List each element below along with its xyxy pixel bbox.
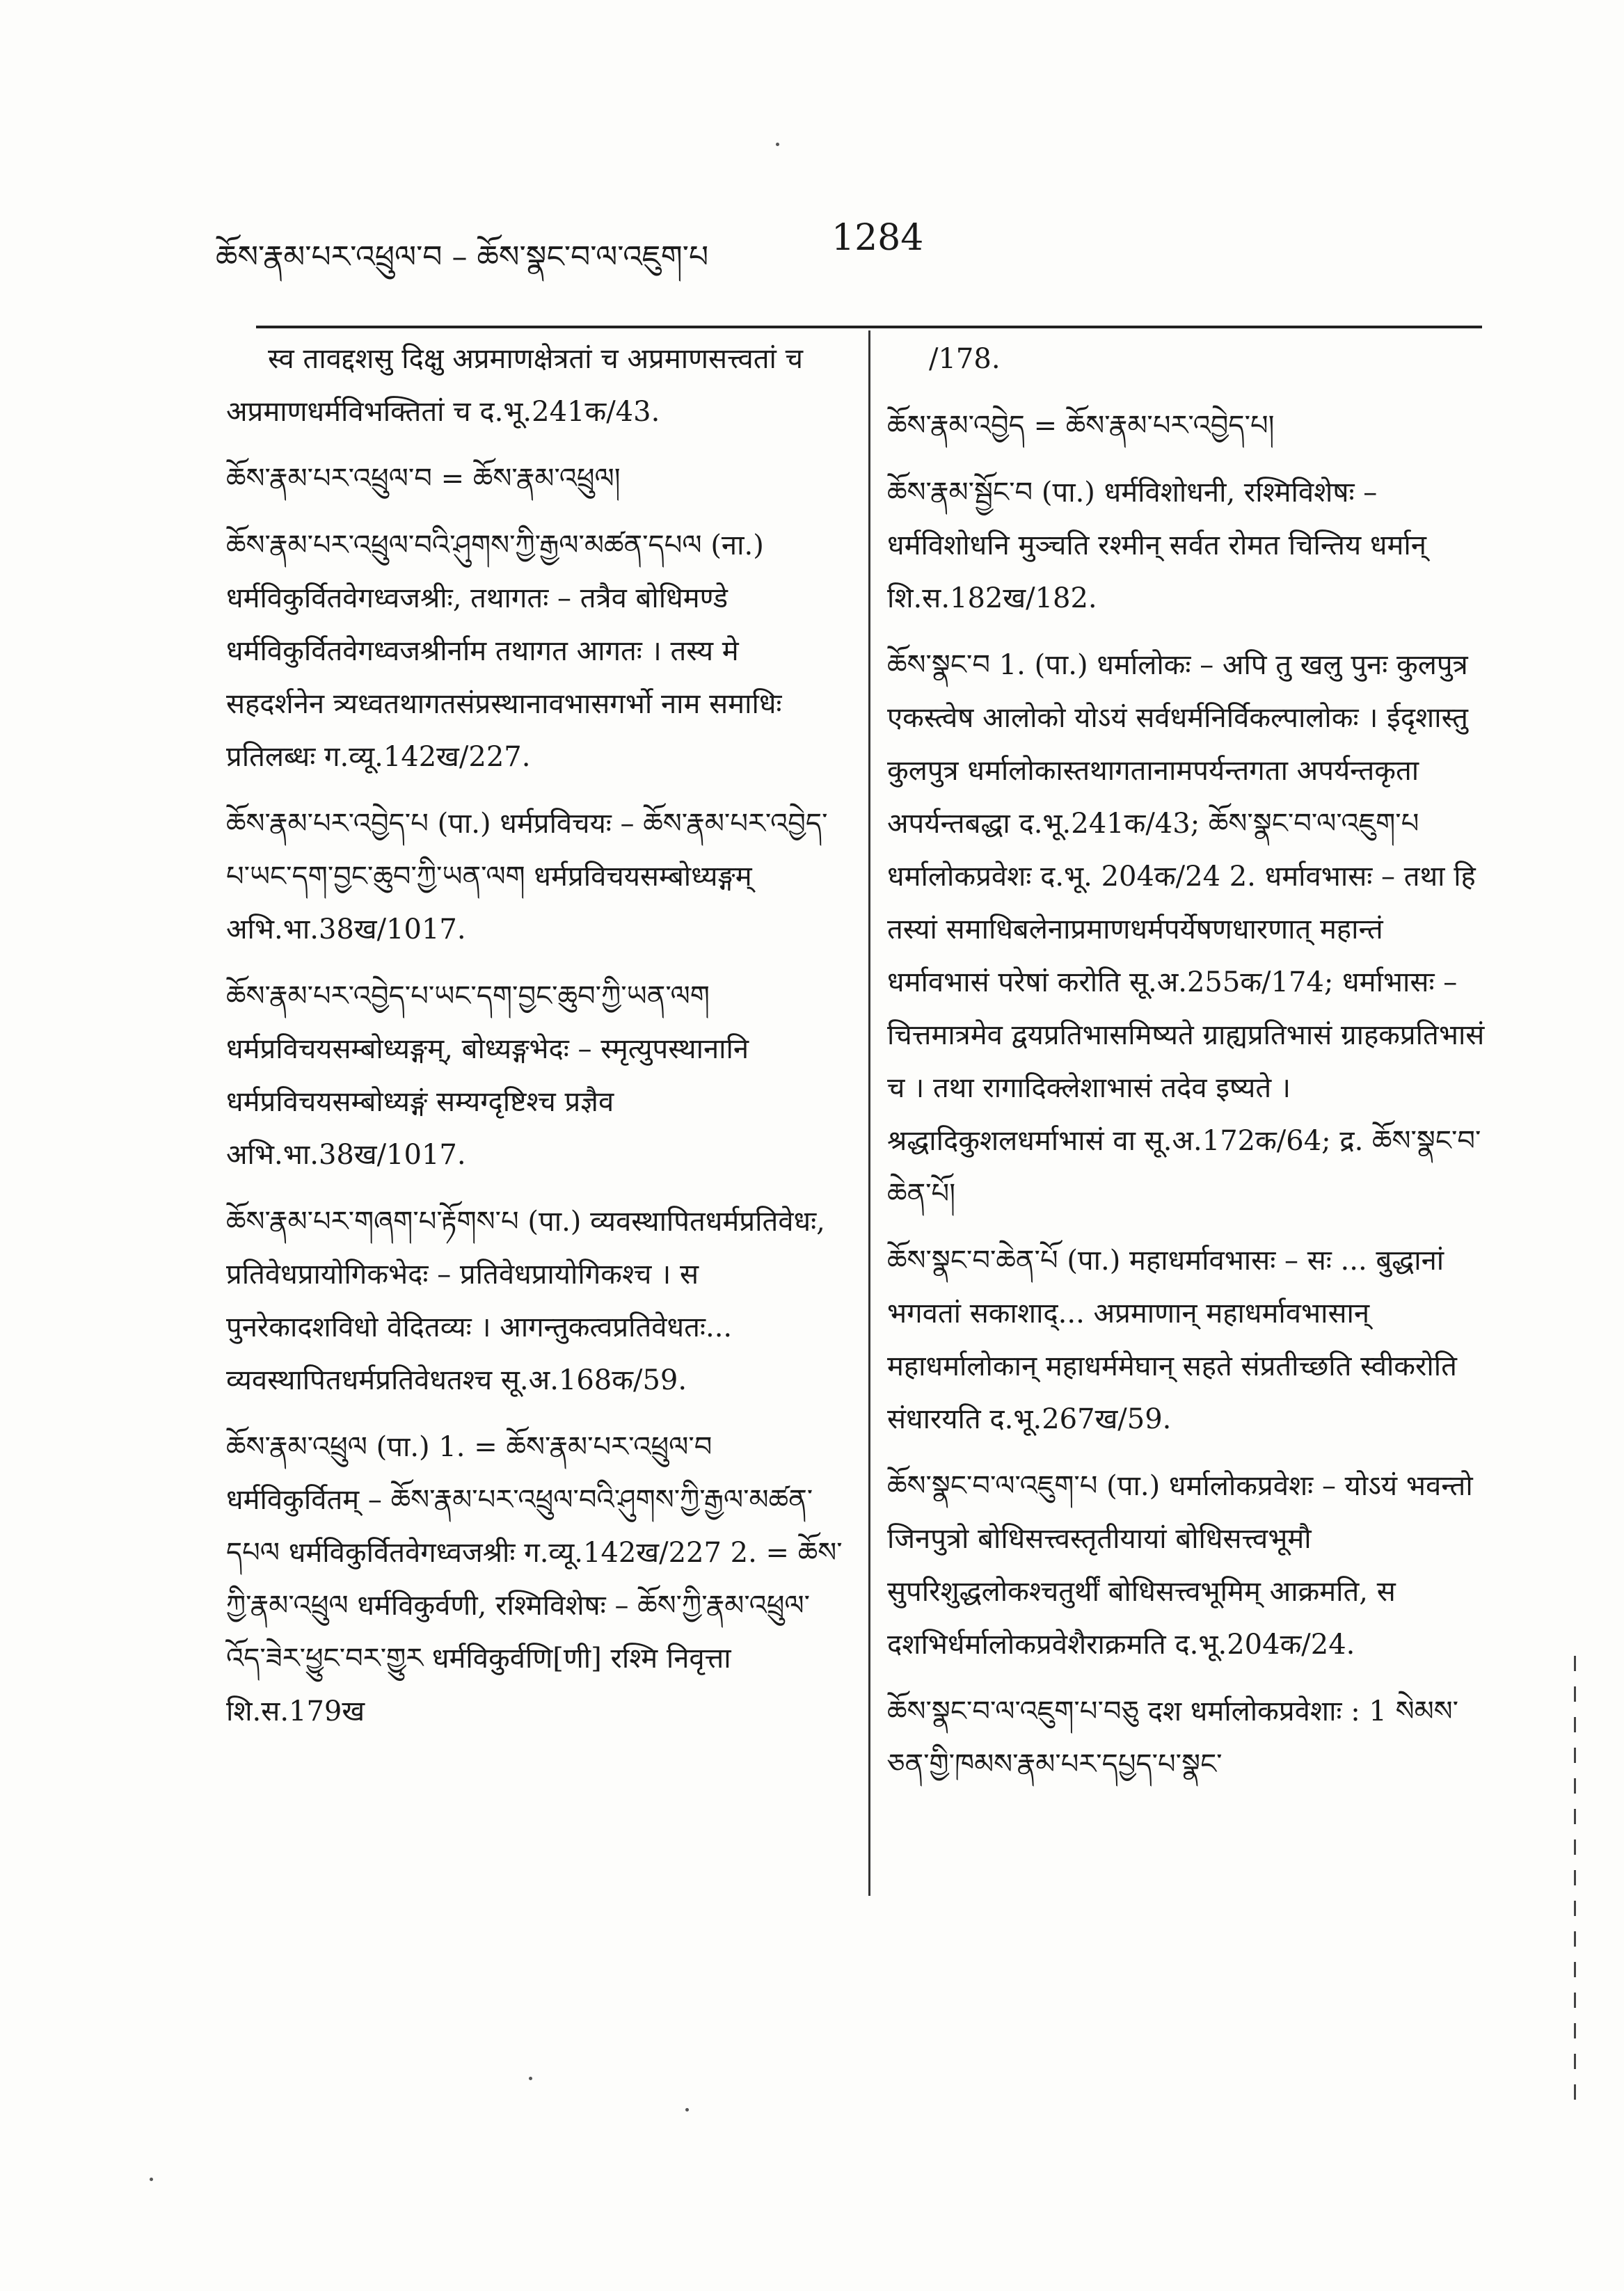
- entry-text: (पा.) महाधर्मावभासः – सः ... बुद्धानां भगवतां सकाशाद्... अप्रमाणान् महाधर्मावभासान् महाधर्मालोकान् महाधर्ममेघान् सहते संप्रतीच्छति स्वीकरोति संधारयति द.भू.267ख/59.: [887, 1245, 1457, 1435]
- entry-text: (पा.) 1. = ཆོས་རྣམ་པར་འཕྲུལ་བ धर्मविकुर्वितम् – ཆོས་རྣམ་པར་འཕྲུལ་བའི་ཤུགས་ཀྱི་རྒྱལ་མཚན་དཔལ धर्मविकुर्वितवेगध्वजश्रीः ग.व्यू.142ख/227 2. = ཆོས་ཀྱི་རྣམ་འཕྲུལ धर्मविकुर्वणी, रश्मिविशेषः – ཆོས་ཀྱི་རྣམ་འཕྲུལ་འོད་ཟེར་ཕྱུང་བར་གྱུར धर्मविकुर्वणि[णी] रश्मि निवृत्ता शि.स.179ख: [226, 1431, 843, 1727]
- scan-speck: [685, 2108, 689, 2112]
- entry-text: (पा.) धर्मप्रविचयः – ཆོས་རྣམ་པར་འབྱེད་པ་ཡང་དག་བྱང་ཆུབ་ཀྱི་ཡན་ལག धर्मप्रविचयसम्बोध्यङ्गम् अभि.भा.38ख/1017.: [226, 808, 828, 945]
- entry-term: ཆོས་སྣང་བ་ལ་འཇུག་པ: [887, 1470, 1098, 1502]
- entry-text: 1. (पा.) धर्मालोकः – अपि तु खलु पुनः कुलपुत्र एकस्त्वेष आलोको योऽयं सर्वधर्मनिर्विकल्पालोकः । ईदृशास्तु कुलपुत्र धर्मालोकास्तथागतानामपर्यन्तगता अपर्यन्तकृता अपर्यन्तबद्धा द.भू.241क/43; ཆོས་སྣང་བ་ལ་འཇུག་པ धर्मालोकप्रवेशः द.भू. 204क/24 2. धर्मावभासः – तथा हि तस्यां समाधिबलेनाप्रमाणधर्मपर्येषणधारणात् महान्तं धर्मावभासं परेषां करोति सू.अ.255क/174; धर्माभासः – चित्तमात्रमेव द्वयप्रतिभासमिष्यते ग्राह्यप्रतिभासं ग्राहकप्रतिभासं च । तथा रागादिक्लेशाभासं तदेव इष्यते । श्रद्धादिकुशलधर्माभासं वा सू.अ.172क/64; द्र. ཆོས་སྣང་བ་ཆེན་པོ།: [887, 649, 1485, 1210]
- dictionary-entry: [887, 1685, 1486, 1791]
- dictionary-entry: [887, 1234, 1486, 1446]
- scan-speck: [776, 143, 779, 146]
- page-number: 1284: [831, 217, 924, 259]
- dictionary-entry: [887, 466, 1486, 625]
- scan-speck: [150, 2178, 153, 2181]
- entry-term: ཆོས་སྣང་བ་ཆེན་པོ: [887, 1245, 1058, 1277]
- running-head: ཆོས་རྣམ་པར་འཕྲུལ་བ – ཆོས་སྣང་བ་ལ་འཇུག་པ: [216, 239, 709, 275]
- entry-text: (पा.) धर्मालोकप्रवेशः – योऽयं भवन्तो जिनपुत्रो बोधिसत्त्वस्तृतीयायां बोधिसत्त्वभूमौ सुपरिशुद्धलोकश्चतुर्थीं बोधिसत्त्वभूमिम् आक्रमति, स दशभिर्धर्मालोकप्रवेशैराक्रमति द.भू.204क/24.: [887, 1470, 1473, 1661]
- dictionary-entry: [226, 797, 845, 956]
- entry-term: ཆོས་སྣང་བ་ལ་འཇུག་པ་བཅུ: [887, 1695, 1139, 1727]
- entry-term: ཆོས་རྣམ་པར་འབྱེད་པ་ཡང་དག་བྱང་ཆུབ་ཀྱི་ཡན་ལག: [226, 980, 710, 1012]
- entry-text: स्व तावद्दशसु दिक्षु अप्रमाणक्षेत्रतां च अप्रमाणसत्त्वतां च अप्रमाणधर्मविभक्तितां च द.भू.241क/43.: [226, 343, 804, 428]
- dictionary-entry: [226, 970, 845, 1181]
- left-column: [226, 333, 845, 1752]
- entry-text: = ཆོས་རྣམ་པར་འབྱེད་པ།: [1033, 410, 1275, 442]
- entry-text: (पा.) व्यवस्थापितधर्मप्रतिवेधः, प्रतिवेधप्रायोगिकभेदः – प्रतिवेधप्रायोगिकश्च । स पुनरेकादशविधो वेदितव्यः । आगन्तुकत्वप्रतिवेधतः... व्यवस्थापितधर्मप्रतिवेधतश्च सू.अ.168क/59.: [226, 1206, 825, 1396]
- scan-edge-mark: [1574, 1656, 1576, 2101]
- header-rule: [256, 326, 1482, 328]
- entry-term: ཆོས་རྣམ་འཕྲུལ: [226, 1431, 367, 1463]
- dictionary-entry: [226, 452, 845, 505]
- entry-text: धर्मप्रविचयसम्बोध्यङ्गम्, बोध्यङ्गभेदः – स्मृत्युपस्थानानि धर्मप्रविचयसम्बोध्यङ्गं सम्यग्दृष्टिश्च प्रज्ञैव अभि.भा.38ख/1017.: [226, 1033, 749, 1171]
- page-header: [209, 209, 1461, 285]
- dictionary-entry: [226, 333, 845, 438]
- entry-term: ཆོས་རྣམ་པར་འཕྲུལ་བ: [226, 463, 432, 495]
- right-column: [887, 333, 1486, 1805]
- dictionary-entry: [887, 333, 1486, 385]
- entry-text: (ना.) धर्मविकुर्वितवेगध्वजश्रीः, तथागतः – तत्रैव बोधिमण्डे धर्मविकुर्वितवेगध्वजश्रीर्नाम तथागत आगतः । तस्य मे सहदर्शनेन त्र्यध्वतथागतसंप्रस्थानावभासगर्भो नाम समाधिः प्रतिलब्धः ग.व्यू.142ख/227.: [226, 529, 782, 773]
- entry-term: ཆོས་རྣམ་པར་གཞག་པ་རྟོགས་པ: [226, 1206, 519, 1238]
- entry-term: ཆོས་སྣང་བ: [887, 649, 990, 681]
- dictionary-entry: [226, 1195, 845, 1407]
- entry-term: ཆོས་རྣམ་འབྱེད: [887, 410, 1025, 442]
- dictionary-entry: [226, 1421, 845, 1738]
- dictionary-entry: [887, 399, 1486, 452]
- entry-term: ཆོས་རྣམ་པར་འབྱེད་པ: [226, 808, 429, 840]
- column-divider: [868, 330, 870, 1896]
- dictionary-entry: [226, 519, 845, 783]
- entry-term: ཆོས་རྣམ་པར་འཕྲུལ་བའི་ཤུགས་ཀྱི་རྒྱལ་མཚན་དཔལ: [226, 529, 702, 561]
- entry-text: = ཆོས་རྣམ་འཕྲུལ།: [440, 463, 621, 495]
- entry-text: दश धर्मालोकप्रवेशाः : 1 སེམས་ཅན་གྱི་ཁམས་རྣམ་པར་དཔྱད་པ་སྣང་: [887, 1695, 1459, 1780]
- entry-term: ཆོས་རྣམ་སྦྱོང་བ: [887, 477, 1033, 509]
- dictionary-entry: [887, 1460, 1486, 1671]
- dictionary-entry: [887, 639, 1486, 1220]
- entry-text: (पा.) धर्मविशोधनी, रश्मिविशेषः – धर्मविशोधनि मुञ्चति रश्मीन् सर्वत रोमत चिन्तिय धर्मान् शि.स.182ख/182.: [887, 477, 1426, 614]
- entry-text: /178.: [929, 343, 1001, 375]
- scan-speck: [529, 2077, 532, 2080]
